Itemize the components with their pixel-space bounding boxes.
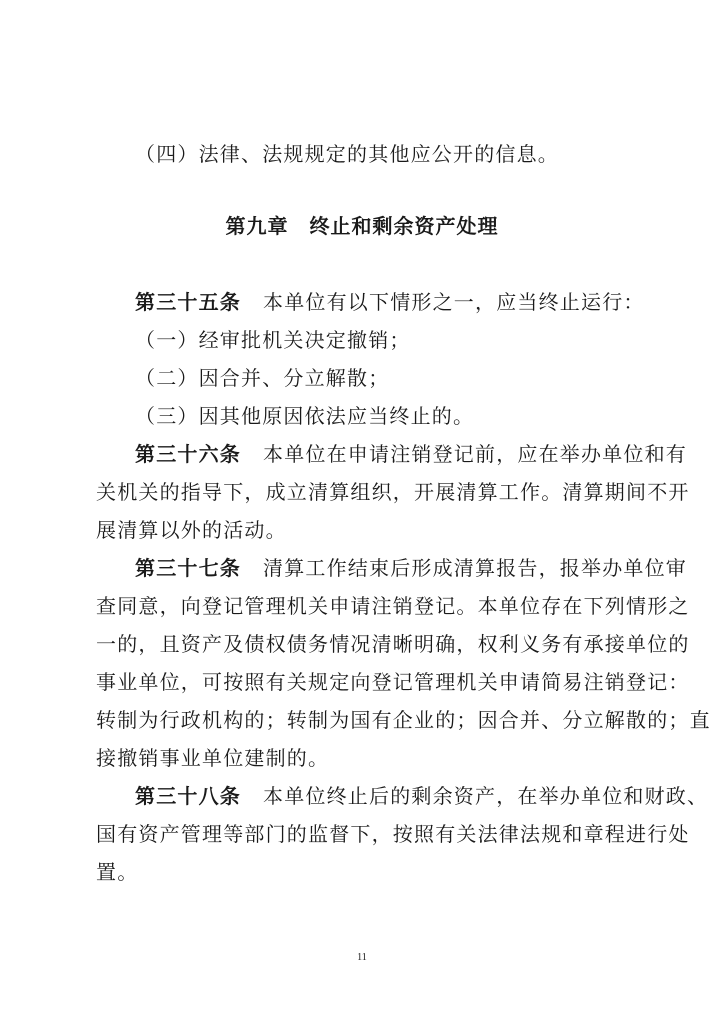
chapter-title: 第九章 终止和剩余资产处理	[225, 214, 499, 238]
article-37-line-2: 查同意，向登记管理机关申请注销登记。本单位存在下列情形之	[96, 594, 690, 618]
article-36	[135, 441, 687, 467]
article-38-line-3: 置。	[96, 860, 139, 884]
article-38-line-1: 本单位终止后的剩余资产，在举办单位和财政、	[263, 784, 709, 808]
article-35-item-1: （一）经审批机关决定撤销；	[135, 328, 411, 352]
item-four: （四）法律、法规规定的其他应公开的信息。	[135, 142, 559, 166]
article-35-item-2: （二）因合并、分立解散；	[135, 366, 390, 390]
article-37-line-1: 清算工作结束后形成清算报告，报举办单位审	[263, 556, 687, 580]
article-37-line-4: 事业单位，可按照有关规定向登记管理机关申请简易注销登记：	[96, 670, 690, 694]
article-35-body: 本单位有以下情形之一，应当终止运行：	[263, 290, 645, 314]
article-36-line-3: 展清算以外的活动。	[96, 518, 287, 542]
article-36-line-2: 关机关的指导下，成立清算组织，开展清算工作。清算期间不开	[96, 480, 690, 504]
article-37-line-5: 转制为行政机构的；转制为国有企业的；因合并、分立解散的；直	[96, 708, 711, 732]
article-37-line-3: 一的，且资产及债权债务情况清晰明确，权利义务有承接单位的	[96, 632, 690, 656]
article-37	[135, 555, 687, 581]
article-35-item-3: （三）因其他原因依法应当终止的。	[135, 404, 475, 428]
page-number: 11	[357, 952, 367, 963]
article-35-title: 第三十五条	[135, 290, 241, 314]
article-38-line-2: 国有资产管理等部门的监督下，按照有关法律法规和章程进行处	[96, 822, 690, 846]
article-35	[135, 289, 645, 315]
article-37-title: 第三十七条	[135, 556, 241, 580]
article-38-title: 第三十八条	[135, 784, 241, 808]
article-38	[135, 783, 708, 809]
article-37-line-6: 接撤销事业单位建制的。	[96, 746, 330, 770]
article-36-title: 第三十六条	[135, 442, 241, 466]
article-36-line-1: 本单位在申请注销登记前，应在举办单位和有	[263, 442, 687, 466]
